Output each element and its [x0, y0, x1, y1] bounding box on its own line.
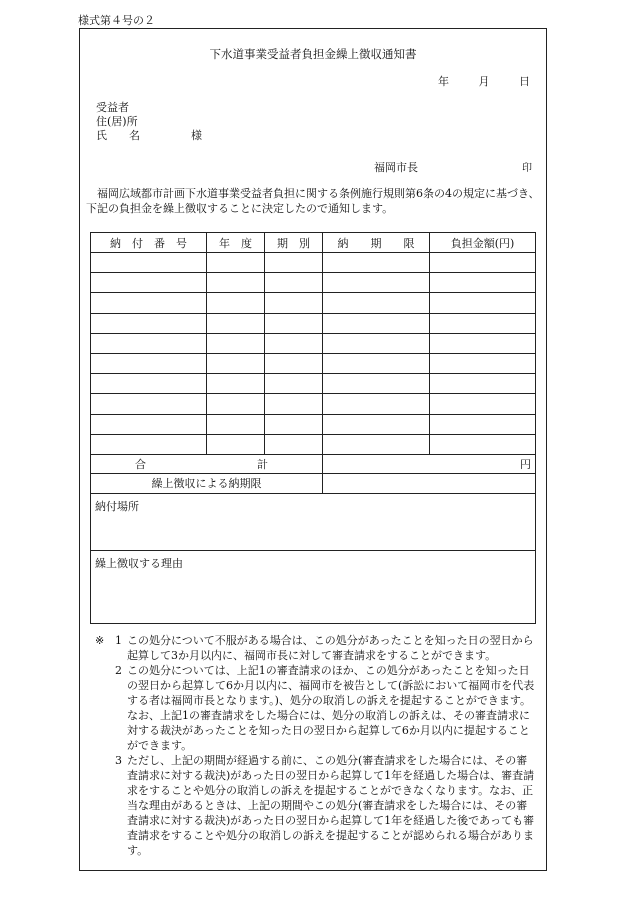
- table-cell: [207, 434, 265, 454]
- total-unit: 円: [520, 457, 531, 471]
- charge-table: [90, 232, 536, 624]
- table-cell: [323, 253, 430, 273]
- note-item: [95, 753, 535, 858]
- honorific-label: 様: [191, 129, 202, 142]
- table-cell: [323, 333, 430, 353]
- seal-mark: 印: [522, 163, 532, 174]
- table-cell: [430, 414, 536, 434]
- note-number: 2: [115, 664, 122, 677]
- table-cell: [323, 273, 430, 293]
- table-cell: [207, 394, 265, 414]
- table-row: [91, 374, 536, 394]
- table-row: [91, 253, 536, 273]
- table-cell: [265, 273, 323, 293]
- table-cell: [207, 253, 265, 273]
- total-label-right: 計: [257, 457, 268, 471]
- table-cell: [207, 293, 265, 313]
- note-item: [95, 633, 535, 663]
- year-label: 年: [438, 75, 449, 88]
- table-cell: [207, 374, 265, 394]
- table-row: [91, 333, 536, 353]
- payment-place-row: [91, 493, 536, 550]
- advance-due-row: [91, 473, 536, 493]
- table-cell: [265, 333, 323, 353]
- table-header-row: [91, 233, 536, 253]
- table-cell: [91, 414, 207, 434]
- table-cell: [207, 333, 265, 353]
- table-cell: [430, 394, 536, 414]
- notice-form: [79, 28, 547, 871]
- issue-date: [438, 73, 530, 89]
- note-mark: ※: [95, 634, 105, 647]
- table-cell: [207, 414, 265, 434]
- total-amount-cell: [323, 454, 536, 473]
- table-row: [91, 273, 536, 293]
- table-cell: [430, 293, 536, 313]
- table-cell: [265, 414, 323, 434]
- table-cell: [430, 253, 536, 273]
- table-cell: [91, 333, 207, 353]
- form-number-label: 様式第４号の２: [78, 14, 155, 27]
- header-payment-number: 納 付 番 号: [91, 233, 207, 253]
- beneficiary-label: 受益者: [96, 101, 129, 114]
- table-cell: [323, 313, 430, 333]
- table-cell: [323, 434, 430, 454]
- table-cell: [430, 353, 536, 373]
- table-cell: [430, 374, 536, 394]
- advance-due-label: 繰上徴収による納期限: [91, 473, 323, 493]
- intro-paragraph: 福岡広域都市計画下水道事業受益者負担に関する条例施行規則第6条の4の規定に基づき、下記の負担金を繰上徴収することに決定したので通知します。: [86, 187, 540, 215]
- table-cell: [430, 434, 536, 454]
- table-cell: [207, 313, 265, 333]
- table-cell: [323, 414, 430, 434]
- note-text: ただし、上記の期間が経過する前に、この処分(審査請求をした場合には、その審査請求に対する裁決)があった日の翌日から起算して1年を経過した場合は、審査請求をすることや処分の取消しの訴えを提起することができなくなります。なお、正当な理由があるときは、上記の期間やこの処分(審査請求をした場合には、その審査請求に対する裁決)があった日の翌日から起算して1年を経過した後であっても審査請求をすることや処分の取消しの訴えを提起することが認められる場合があります。: [127, 754, 535, 857]
- header-fiscal-year: 年 度: [207, 233, 265, 253]
- notes-section: [95, 633, 535, 858]
- table-row: [91, 313, 536, 333]
- table-row: [91, 293, 536, 313]
- total-label-cell: [91, 454, 323, 473]
- month-label: 月: [478, 75, 490, 88]
- document-title: 下水道事業受益者負担金繰上徴収通知書: [209, 47, 417, 61]
- note-text: この処分については、上記1の審査請求のほか、この処分があったことを知った日の翌日から起算して6か月以内に、福岡市を被告として(訴訟において福岡市を代表する者は福岡市長となります。)、処分の取消しの訴えを提起することができます。なお、上記1の審査請求をした場合には、処分の取消しの訴えは、その審査請求に対する裁決があったことを知った日の翌日から起算して6か月以内に提起することができます。: [127, 664, 535, 752]
- table-cell: [265, 374, 323, 394]
- table-cell: [265, 313, 323, 333]
- table-cell: [265, 253, 323, 273]
- table-cell: [430, 273, 536, 293]
- table-cell: [207, 353, 265, 373]
- addressee-block: [96, 101, 202, 143]
- address-label: 住(居)所: [96, 115, 138, 128]
- table-cell: [323, 353, 430, 373]
- table-cell: [91, 313, 207, 333]
- header-amount: 負担金額(円): [430, 233, 536, 253]
- table-cell: [323, 293, 430, 313]
- issuer-title: 福岡市長: [374, 161, 418, 174]
- total-row: [91, 454, 536, 473]
- table-cell: [265, 434, 323, 454]
- reason-label: 繰上徴収する理由: [91, 550, 536, 623]
- header-due-date: 納 期 限: [323, 233, 430, 253]
- table-cell: [91, 394, 207, 414]
- table-cell: [265, 394, 323, 414]
- total-label-left: 合: [135, 457, 146, 471]
- table-cell: [430, 313, 536, 333]
- note-number: 3: [115, 754, 122, 767]
- table-cell: [323, 394, 430, 414]
- table-cell: [207, 273, 265, 293]
- table-cell: [91, 353, 207, 373]
- table-row: [91, 434, 536, 454]
- payment-place-label: 納付場所: [91, 493, 536, 550]
- day-label: 日: [519, 75, 530, 88]
- table-cell: [91, 434, 207, 454]
- table-cell: [265, 353, 323, 373]
- table-cell: [430, 333, 536, 353]
- note-text: この処分について不服がある場合は、この処分があったことを知った日の翌日から起算して3か月以内に、福岡市長に対して審査請求をすることができます。: [127, 634, 534, 662]
- table-cell: [91, 273, 207, 293]
- advance-due-value: [323, 473, 536, 493]
- table-row: [91, 394, 536, 414]
- table-row: [91, 353, 536, 373]
- table-cell: [91, 293, 207, 313]
- header-installment: 期 別: [265, 233, 323, 253]
- reason-row: [91, 550, 536, 623]
- table-cell: [91, 374, 207, 394]
- note-number: 1: [115, 634, 122, 647]
- table-cell: [91, 253, 207, 273]
- table-row: [91, 414, 536, 434]
- table-cell: [265, 293, 323, 313]
- name-label: 氏 名: [96, 129, 140, 142]
- table-cell: [323, 374, 430, 394]
- note-item: [95, 663, 535, 753]
